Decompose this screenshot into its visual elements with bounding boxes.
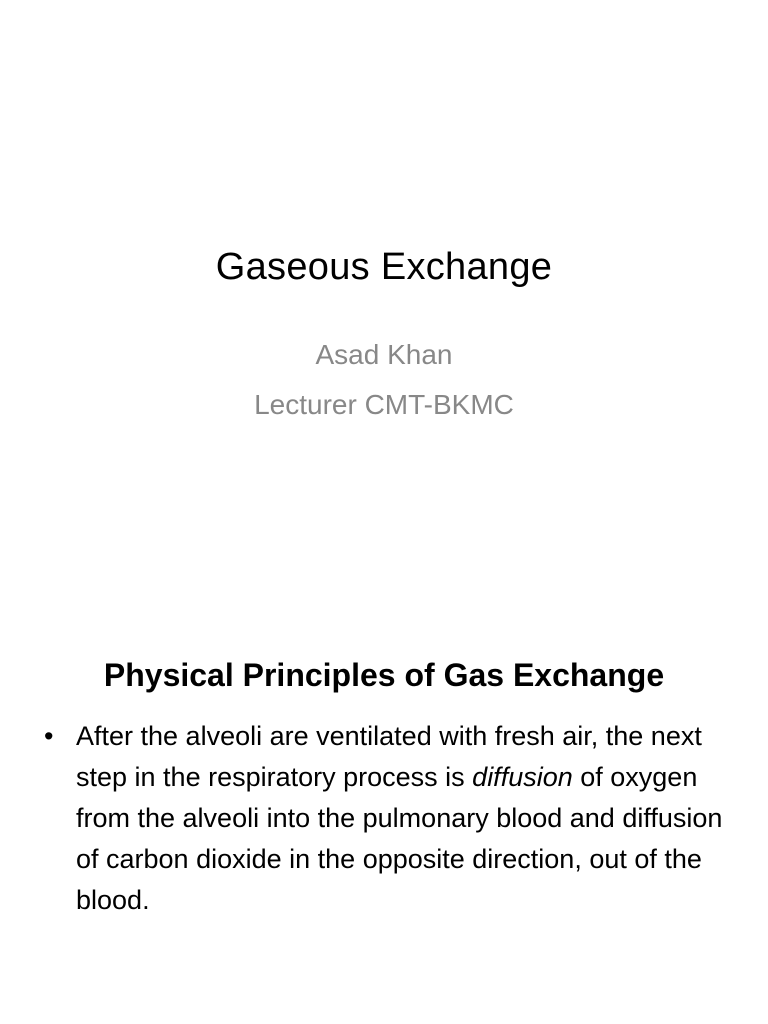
bullet-marker: • [44,721,54,751]
content-slide [0,576,768,1024]
bullet-text-start: After the alveoli are ventilated with fresh air, the next step in the respiratory process is [76,721,702,792]
bullet-text [76,721,722,915]
slide-subtitle [0,330,768,430]
slide-heading: Physical Principles of Gas Exchange [103,656,665,693]
slide-title: Gaseous Exchange [215,246,553,289]
author-role: Lecturer CMT-BKMC [254,389,514,420]
bullet-emphasis: diffusion [472,762,573,792]
author-name: Asad Khan [315,339,453,370]
bullet-text-end: of oxygen from the alveoli into the pulmonary blood and diffusion of carbon dioxide in the opposite direction, out of the blood. [76,762,723,915]
list-item [44,716,724,921]
bullet-list [44,716,724,921]
